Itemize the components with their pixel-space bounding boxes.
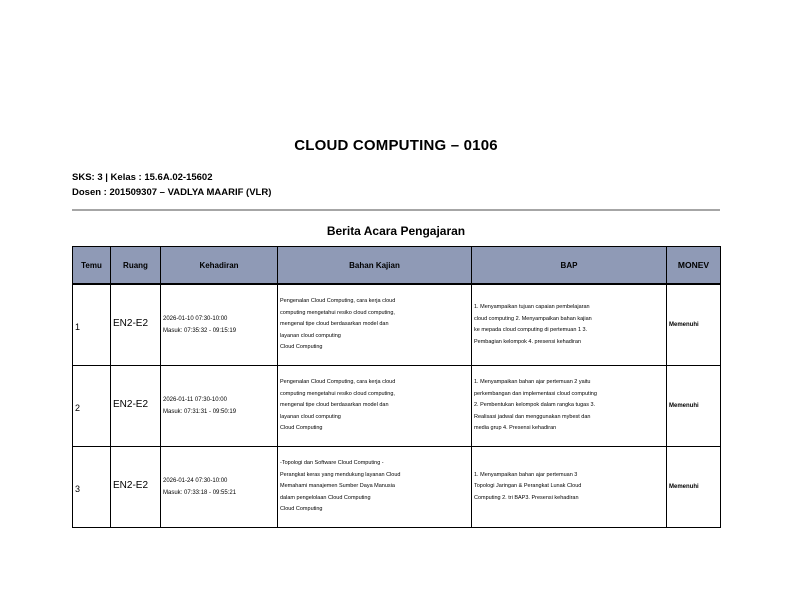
bap-line: Pembagian kelompok 4. presensi kehadiran [474, 338, 582, 345]
bap-line: 1. Menyampaikan bahan ajar pertemuan 2 yaitu [474, 379, 591, 386]
ruang-cell [111, 284, 161, 366]
table-row [73, 366, 721, 447]
section-title: Berita Acara Pengajaran [326, 224, 466, 238]
bap-line: Computing 2. tri BAP3. Presensi kehadiran [474, 494, 579, 501]
table-row [73, 284, 721, 366]
bap-line: 1. Menyampaikan tujuan capaian pembelajaran [474, 304, 590, 310]
room-code: EN2-E2 [113, 479, 149, 491]
bahan-kajian-cell [278, 284, 472, 366]
attendance-time: Masuk: 07:33:18 - 09:55:21 [163, 490, 237, 496]
bahan-kajian-line: mengenal tipe cloud berdasarkan model dan [280, 402, 389, 409]
bap-cell [472, 284, 667, 366]
table-header-row [73, 247, 721, 285]
temu-cell [73, 366, 111, 447]
bap-line: ke mepada cloud computing di pertemuan 1 3. [474, 327, 588, 333]
monev-status: Memenuhi [667, 284, 721, 366]
bap-line: cloud computing 2. Menyampaikan bahan kajian [474, 315, 592, 322]
ruang-cell [111, 366, 161, 447]
room-code: EN2-E2 [113, 317, 149, 329]
bahan-kajian-line: Cloud Computing [280, 506, 323, 513]
header-bap: BAP [472, 247, 667, 285]
bahan-kajian-line: Pengenalan Cloud Computing, cara kerja cloud [280, 298, 396, 305]
bahan-kajian-line: layanan cloud computing [280, 332, 341, 339]
ruang-cell [111, 447, 161, 528]
bap-table [72, 246, 721, 528]
document-title: CLOUD COMPUTING – 0106 [294, 137, 498, 154]
bap-line: Realisasi jadwal dan menggunakan mybest dan [474, 413, 591, 420]
attendance-time: Masuk: 07:35:32 - 09:15:19 [163, 328, 237, 334]
monev-status: Memenuhi [667, 447, 721, 528]
bahan-kajian-line: -Topologi dan Software Cloud Computing - [280, 460, 384, 467]
bahan-kajian-line: Cloud Computing [280, 425, 323, 432]
course-info-line: SKS: 3 | Kelas : 15.6A.02-15602 [72, 172, 213, 183]
bap-line: 1. Menyampaikan bahan ajar pertemuan 3 [474, 471, 578, 478]
bap-cell [472, 366, 667, 447]
header-temu: Temu [73, 247, 111, 285]
bahan-kajian-line: Cloud Computing [280, 344, 323, 351]
attendance-time: Masuk: 07:31:31 - 09:50:19 [163, 409, 237, 415]
bahan-kajian-cell [278, 447, 472, 528]
bahan-kajian-line: layanan cloud computing [280, 413, 341, 420]
schedule-time: 2026-01-24 07:30-10:00 [163, 478, 228, 484]
bahan-kajian-line: dalam pengelolaan Cloud Computing [280, 494, 371, 501]
temu-cell [73, 284, 111, 366]
bahan-kajian-line: Pengenalan Cloud Computing, cara kerja cloud [280, 379, 396, 386]
temu-number: 3 [75, 484, 81, 494]
bahan-kajian-cell [278, 366, 472, 447]
header-bahan-kajian: Bahan Kajian [278, 247, 472, 285]
kehadiran-cell [161, 447, 278, 528]
bap-line: 2. Pembentukan kelompok dalam rangka tugas 3. [474, 402, 596, 409]
header-ruang: Ruang [111, 247, 161, 285]
bahan-kajian-line: Memahami manajemen Sumber Daya Manusia [280, 483, 395, 490]
temu-cell [73, 447, 111, 528]
kehadiran-cell [161, 366, 278, 447]
bahan-kajian-line: Perangkat keras yang mendukung layanan Cloud [280, 471, 401, 478]
schedule-time: 2026-01-11 07:30-10:00 [163, 397, 227, 403]
bap-line: media grup 4. Presensi kehadiran [474, 425, 557, 432]
room-code: EN2-E2 [113, 398, 149, 410]
bap-line: perkembangan dan implementasi cloud computing [474, 390, 597, 397]
bahan-kajian-line: mengenal tipe cloud berdasarkan model dan [280, 321, 389, 328]
lecturer-info-line: Dosen : 201509307 – VADLYA MAARIF (VLR) [72, 187, 272, 198]
kehadiran-cell [161, 284, 278, 366]
bap-cell [472, 447, 667, 528]
bahan-kajian-line: computing mengetahui resiko cloud computing, [280, 390, 395, 397]
temu-number: 1 [75, 322, 81, 332]
bap-line: Topologi Jaringan & Perangkat Lunak Cloud [474, 483, 582, 490]
bahan-kajian-line: computing mengetahui resiko cloud computing, [280, 309, 395, 316]
temu-number: 2 [75, 403, 81, 413]
header-kehadiran: Kehadiran [161, 247, 278, 285]
monev-status: Memenuhi [667, 366, 721, 447]
table-row [73, 447, 721, 528]
schedule-time: 2026-01-10 07:30-10:00 [163, 316, 228, 322]
header-divider [72, 209, 720, 211]
header-monev: MONEV [667, 247, 721, 285]
